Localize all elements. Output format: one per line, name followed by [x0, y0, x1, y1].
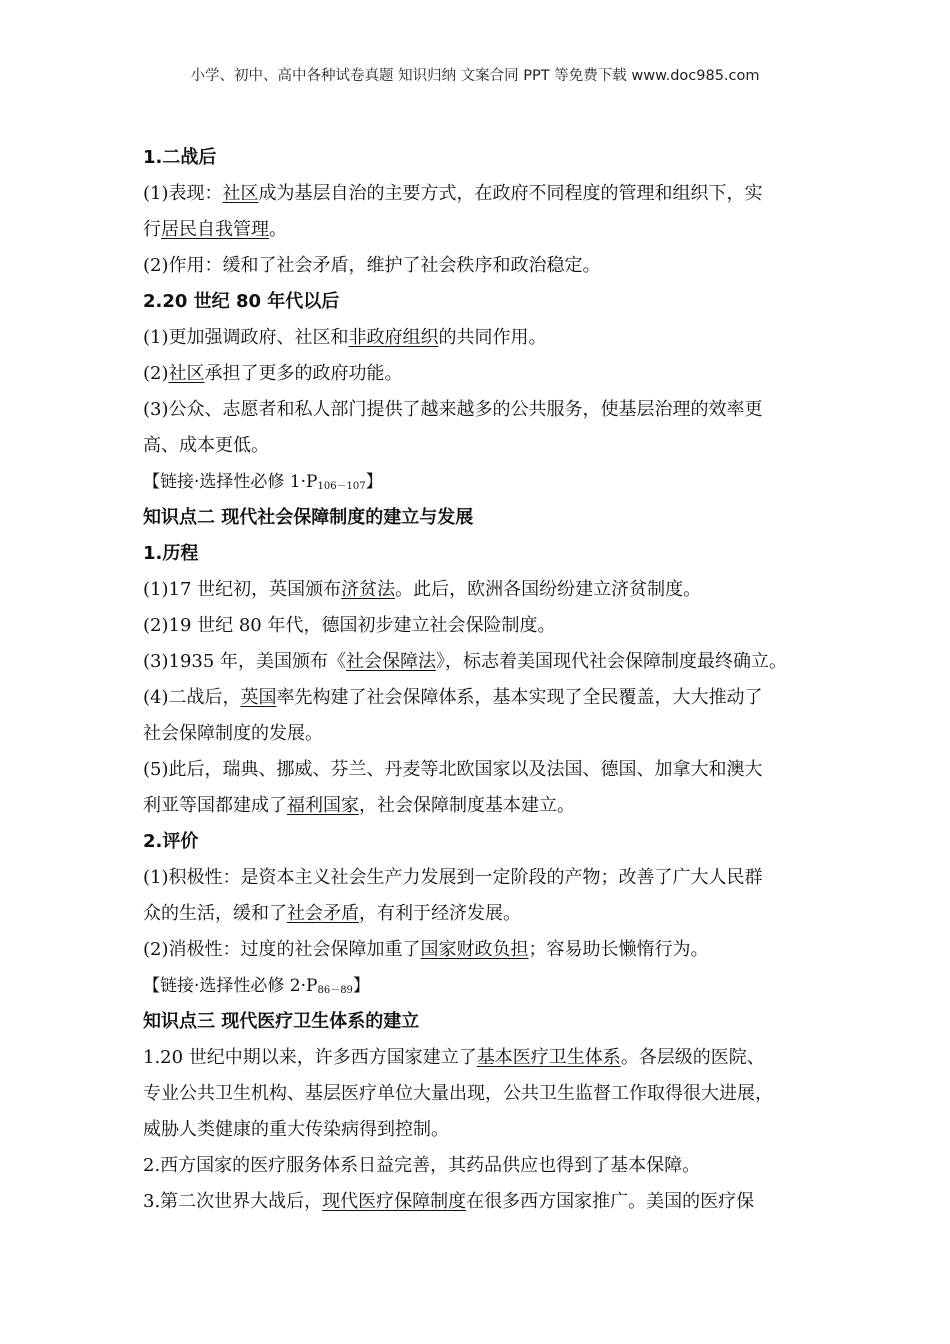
- text-line: [143, 644, 823, 680]
- text-segment: 行: [143, 219, 161, 240]
- text-segment: 威胁人类健康的重大传染病得到控制。: [143, 1119, 449, 1140]
- text-line: [143, 932, 823, 968]
- text-segment: 知识点二 现代社会保障制度的建立与发展: [143, 507, 474, 528]
- text-line: [143, 1112, 823, 1148]
- text-segment: 。各层级的医院、: [620, 1047, 765, 1068]
- text-line: [143, 320, 823, 356]
- text-segment: 高、成本更低。: [143, 435, 269, 456]
- text-segment: (1)更加强调政府、社区和: [143, 327, 349, 348]
- text-segment: 承担了更多的政府功能。: [204, 363, 403, 384]
- section-heading: [143, 284, 823, 320]
- section-heading: [143, 1004, 823, 1040]
- text-line: [143, 896, 823, 932]
- text-segment: (2)作用：缓和了社会矛盾，维护了社会秩序和政治稳定。: [143, 255, 601, 276]
- text-segment: 2.西方国家的医疗服务体系日益完善，其药品供应也得到了基本保障。: [143, 1155, 701, 1176]
- text-segment: (3)1935 年，美国颁布《: [143, 651, 347, 672]
- text-segment: 。: [269, 219, 287, 240]
- page-range: 86－89: [317, 985, 353, 996]
- text-segment: (5)此后，瑞典、挪威、芬兰、丹麦等北欧国家以及法国、德国、加拿大和澳大: [143, 759, 763, 780]
- text-segment: 1.二战后: [143, 147, 217, 168]
- text-segment: 】: [352, 976, 370, 996]
- text-segment: 【链接·选择性必修 1·P: [143, 472, 318, 492]
- key-term: 济贫法: [341, 579, 396, 600]
- text-segment: (1)表现：: [143, 183, 223, 204]
- text-segment: ，有利于经济发展。: [359, 903, 521, 924]
- text-segment: 社会保障制度的发展。: [143, 723, 323, 744]
- text-line: [143, 752, 823, 788]
- text-line: [143, 176, 823, 212]
- text-line: [143, 1148, 823, 1184]
- text-segment: 1.20 世纪中期以来，许多西方国家建立了: [143, 1047, 477, 1068]
- page-range: 106－107: [317, 481, 366, 492]
- text-line: [143, 1040, 823, 1076]
- text-segment: (2)消极性：过度的社会保障加重了: [143, 939, 421, 960]
- text-line: [143, 248, 823, 284]
- text-segment: 成为基层自治的主要方式，在政府不同程度的管理和组织下，实: [258, 183, 763, 204]
- text-segment: (1)积极性：是资本主义社会生产力发展到一定阶段的产物；改善了广大人民群: [143, 867, 763, 888]
- text-segment: (4)二战后，: [143, 687, 241, 708]
- text-segment: (2)19 世纪 80 年代，德国初步建立社会保险制度。: [143, 615, 556, 636]
- text-segment: 2.20 世纪 80 年代以后: [143, 291, 340, 312]
- key-term: 现代医疗保障制度: [322, 1191, 467, 1212]
- page-header-banner: 小学、初中、高中各种试卷真题 知识归纳 文案合同 PPT 等免费下载 www.doc985.com: [190, 68, 760, 84]
- section-heading: [143, 824, 823, 860]
- textbook-link-reference: [143, 968, 823, 1004]
- key-term: 社会保障法: [346, 651, 437, 672]
- document-body: [143, 140, 823, 1220]
- text-line: [143, 1076, 823, 1112]
- text-line: [143, 680, 823, 716]
- text-line: [143, 392, 823, 428]
- text-segment: (3)公众、志愿者和私人部门提供了越来越多的公共服务，使基层治理的效率更: [143, 399, 763, 420]
- text-segment: 专业公共卫生机构、基层医疗单位大量出现，公共卫生监督工作取得很大进展，: [143, 1083, 773, 1104]
- text-segment: 。此后，欧洲各国纷纷建立济贫制度。: [395, 579, 702, 600]
- key-term: 英国: [240, 687, 277, 708]
- text-segment: 》，标志着美国现代社会保障制度最终确立。: [436, 651, 788, 672]
- text-segment: ；容易助长懒惰行为。: [528, 939, 709, 960]
- text-line: [143, 212, 823, 248]
- text-segment: 【链接·选择性必修 2·P: [143, 976, 318, 996]
- text-segment: 】: [365, 472, 383, 492]
- section-heading: [143, 500, 823, 536]
- text-segment: 众的生活，缓和了: [143, 903, 287, 924]
- text-segment: 2.评价: [143, 831, 199, 852]
- text-line: [143, 356, 823, 392]
- text-line: [143, 1184, 823, 1220]
- text-segment: (1)17 世纪初，英国颁布: [143, 579, 342, 600]
- text-line: [143, 860, 823, 896]
- key-term: 社会矛盾: [287, 903, 359, 924]
- section-heading: [143, 536, 823, 572]
- text-line: [143, 572, 823, 608]
- text-segment: (2): [143, 363, 169, 384]
- text-segment: 率先构建了社会保障体系，基本实现了全民覆盖，大大推动了: [276, 687, 763, 708]
- text-segment: 在很多西方国家推广。美国的医疗保: [466, 1191, 755, 1212]
- key-term: 社区: [222, 183, 259, 204]
- key-term: 福利国家: [287, 795, 359, 816]
- key-term: 国家财政负担: [420, 939, 529, 960]
- text-segment: 利亚等国都建成了: [143, 795, 287, 816]
- textbook-link-reference: [143, 464, 823, 500]
- section-heading: [143, 140, 823, 176]
- text-segment: 知识点三 现代医疗卫生体系的建立: [143, 1011, 420, 1032]
- text-line: [143, 788, 823, 824]
- key-term: 基本医疗卫生体系: [476, 1047, 621, 1068]
- text-segment: 1.历程: [143, 543, 199, 564]
- key-term: 非政府组织: [348, 327, 439, 348]
- text-line: [143, 716, 823, 752]
- text-segment: ，社会保障制度基本建立。: [359, 795, 575, 816]
- text-line: [143, 428, 823, 464]
- text-line: [143, 608, 823, 644]
- text-segment: 3.第二次世界大战后，: [143, 1191, 323, 1212]
- text-segment: 的共同作用。: [438, 327, 547, 348]
- key-term: 居民自我管理: [161, 219, 269, 240]
- key-term: 社区: [168, 363, 205, 384]
